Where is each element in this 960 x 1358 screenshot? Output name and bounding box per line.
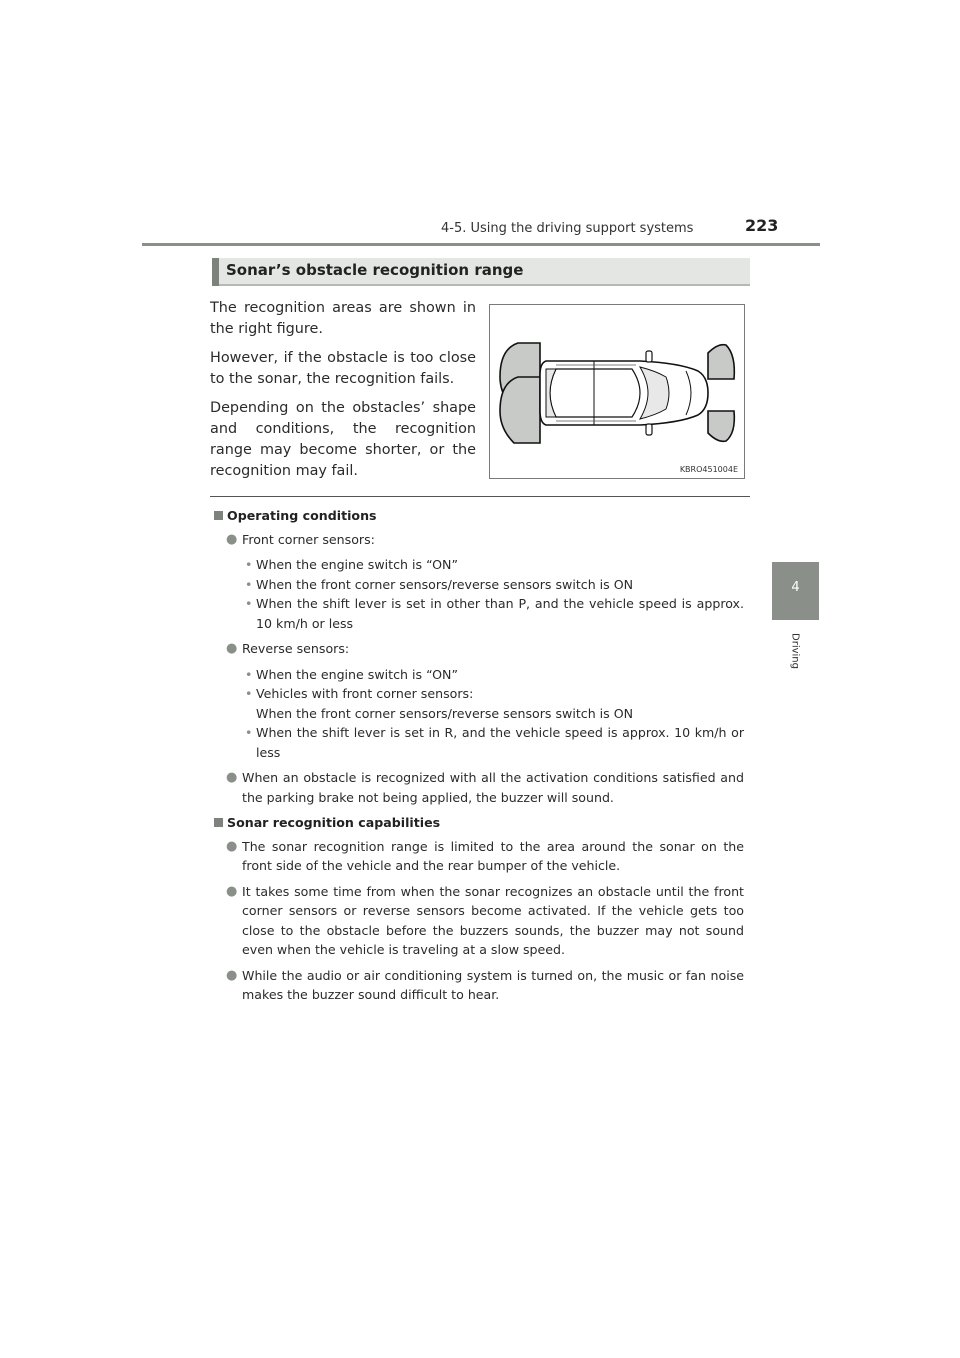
intro-text [210, 298, 476, 490]
rear-right-zone [500, 377, 540, 443]
sub-list-item: • When the engine switch is “ON” [214, 665, 744, 685]
section-divider [210, 496, 750, 497]
dot-bullet-icon: • [245, 686, 253, 701]
list-item: ● It takes some time from when the sonar recognizes an obstacle until the front corner sensors or reverse sensors become activated. If the vehicle gets too close to the obstacle before the buzzers sounds, the buzzer may not sound even when the vehicle is traveling at a slow speed. [226, 883, 744, 957]
list-item: ● Reverse sensors: [214, 639, 744, 659]
circle-bullet-icon: ● [226, 641, 238, 656]
running-header-section: 4-5. Using the driving support systems [441, 221, 694, 236]
section-heading [212, 258, 750, 286]
sub-list-continuation: When the front corner sensors/reverse sensors switch is ON [256, 705, 634, 721]
list-item: ● While the audio or air conditioning system is turned on, the music or fan noise makes the buzzer sound difficult to hear. [226, 967, 744, 1002]
square-bullet-icon [214, 818, 223, 827]
subheading-operating-conditions: Operating conditions [214, 506, 744, 526]
list-item: ● Front corner sensors: [214, 530, 744, 550]
right-mirror [646, 424, 652, 435]
header-divider [142, 243, 820, 246]
notes [214, 504, 744, 1011]
subheading-recognition-capabilities: Sonar recognition capabilities [214, 813, 744, 833]
dot-bullet-icon: • [245, 596, 253, 611]
section-title: Sonar’s obstacle recognition range [226, 261, 524, 279]
circle-bullet-icon: ● [226, 967, 238, 983]
intro-paragraph: However, if the obstacle is too close to the sonar, the recognition fails. [210, 350, 476, 387]
section-heading-bar [212, 258, 219, 286]
sub-list-item: • When the shift lever is set in other than P, and the vehicle speed is approx. 10 km/h or less [245, 596, 744, 631]
circle-bullet-icon: ● [226, 531, 238, 547]
page-number: 223 [745, 216, 779, 235]
square-bullet-icon [214, 511, 223, 520]
front-right-zone [708, 411, 734, 441]
dot-bullet-icon: • [245, 725, 253, 740]
circle-bullet-icon: ● [226, 770, 238, 785]
sub-list-item: • Vehicles with front corner sensors: [214, 684, 744, 704]
circle-bullet-icon: ● [226, 838, 238, 854]
sub-list-item: • When the engine switch is “ON” [214, 555, 744, 575]
dot-bullet-icon: • [245, 666, 253, 682]
dot-bullet-icon: • [245, 557, 253, 572]
left-mirror [646, 351, 652, 362]
car-roof [550, 369, 640, 417]
sub-list-item: • When the front corner sensors/reverse sensors switch is ON [214, 575, 744, 595]
recognition-range-figure [489, 304, 745, 479]
dot-bullet-icon: • [245, 576, 253, 592]
figure-code: KBRO451004E [679, 465, 738, 474]
list-item: ● When an obstacle is recognized with all the activation conditions satisfied and the parking brake not being applied, the buzzer will sound. [226, 770, 744, 805]
vehicle-top-view-illustration [490, 305, 744, 478]
chapter-tab: 4 [772, 562, 819, 620]
circle-bullet-icon: ● [226, 883, 238, 899]
intro-paragraph: Depending on the obstacles’ shape and conditions, the recognition range may become shorter, or the recognition may fail. [210, 400, 476, 479]
front-left-zone [708, 345, 734, 379]
sub-list-item: • When the shift lever is set in R, and the vehicle speed is approx. 10 km/h or less [245, 725, 744, 760]
chapter-label: Driving [789, 633, 801, 669]
list-item: ● The sonar recognition range is limited to the area around the sonar on the front side of the vehicle and the rear bumper of the vehicle. [226, 838, 744, 873]
intro-paragraph: The recognition areas are shown in the right figure. [210, 300, 476, 337]
